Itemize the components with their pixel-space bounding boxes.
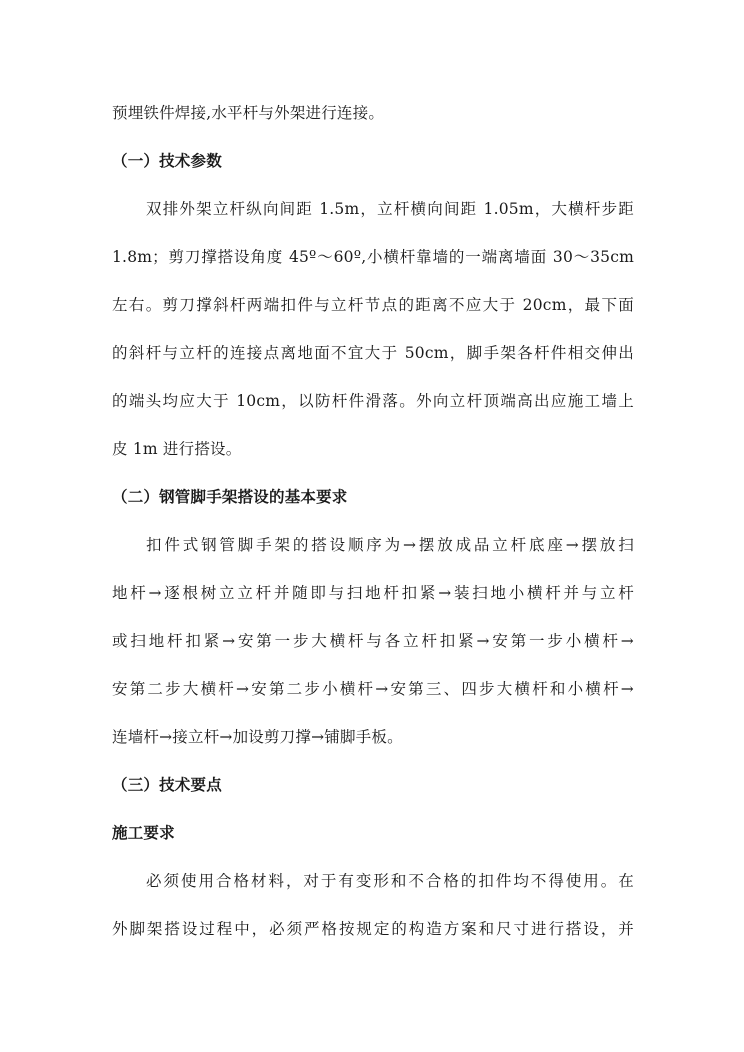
paragraph-line: 地杆→逐根树立立杆并随即与扫地杆扣紧→装扫地小横杆并与立杆 — [112, 584, 634, 602]
paragraph-line: 左右。剪刀撑斜杆两端扣件与立杆节点的距离不应大于 20cm，最下面 — [112, 296, 634, 314]
paragraph-line: 的端头均应大于 10cm，以防杆件滑落。外向立杆顶端高出应施工墙上 — [112, 392, 634, 410]
paragraph-line: 扣件式钢管脚手架的搭设顺序为→摆放成品立杆底座→摆放扫 — [146, 536, 634, 554]
paragraph-line: 的斜杆与立杆的连接点离地面不宜大于 50cm，脚手架各杆件相交伸出 — [112, 344, 634, 362]
paragraph-line: 预埋铁件焊接,水平杆与外架进行连接。 — [112, 104, 385, 122]
subheading-construction-requirements: 施工要求 — [112, 823, 175, 842]
section-heading-basic-requirements: （二）钢管脚手架搭设的基本要求 — [112, 487, 348, 506]
paragraph-line: 双排外架立杆纵向间距 1.5m，立杆横向间距 1.05m，大横杆步距 — [146, 200, 634, 218]
paragraph-line: 外脚架搭设过程中，必须严格按规定的构造方案和尺寸进行搭设，并 — [112, 920, 634, 938]
paragraph-line: 安第二步大横杆→安第二步小横杆→安第三、四步大横杆和小横杆→ — [112, 680, 634, 698]
paragraph-line: 或扫地杆扣紧→安第一步大横杆与各立杆扣紧→安第一步小横杆→ — [112, 632, 634, 650]
section-heading-technical-parameters: （一）技术参数 — [112, 151, 222, 170]
paragraph-line: 1.8m；剪刀撑搭设角度 45º～60º,小横杆靠墙的一端离墙面 30～35cm — [112, 248, 634, 266]
paragraph-line: 必须使用合格材料，对于有变形和不合格的扣件均不得使用。在 — [146, 872, 634, 890]
section-heading-technical-points: （三）技术要点 — [112, 775, 222, 794]
paragraph-line: 皮 1m 进行搭设。 — [112, 440, 242, 458]
paragraph-line: 连墙杆→接立杆→加设剪刀撑→铺脚手板。 — [112, 728, 403, 746]
